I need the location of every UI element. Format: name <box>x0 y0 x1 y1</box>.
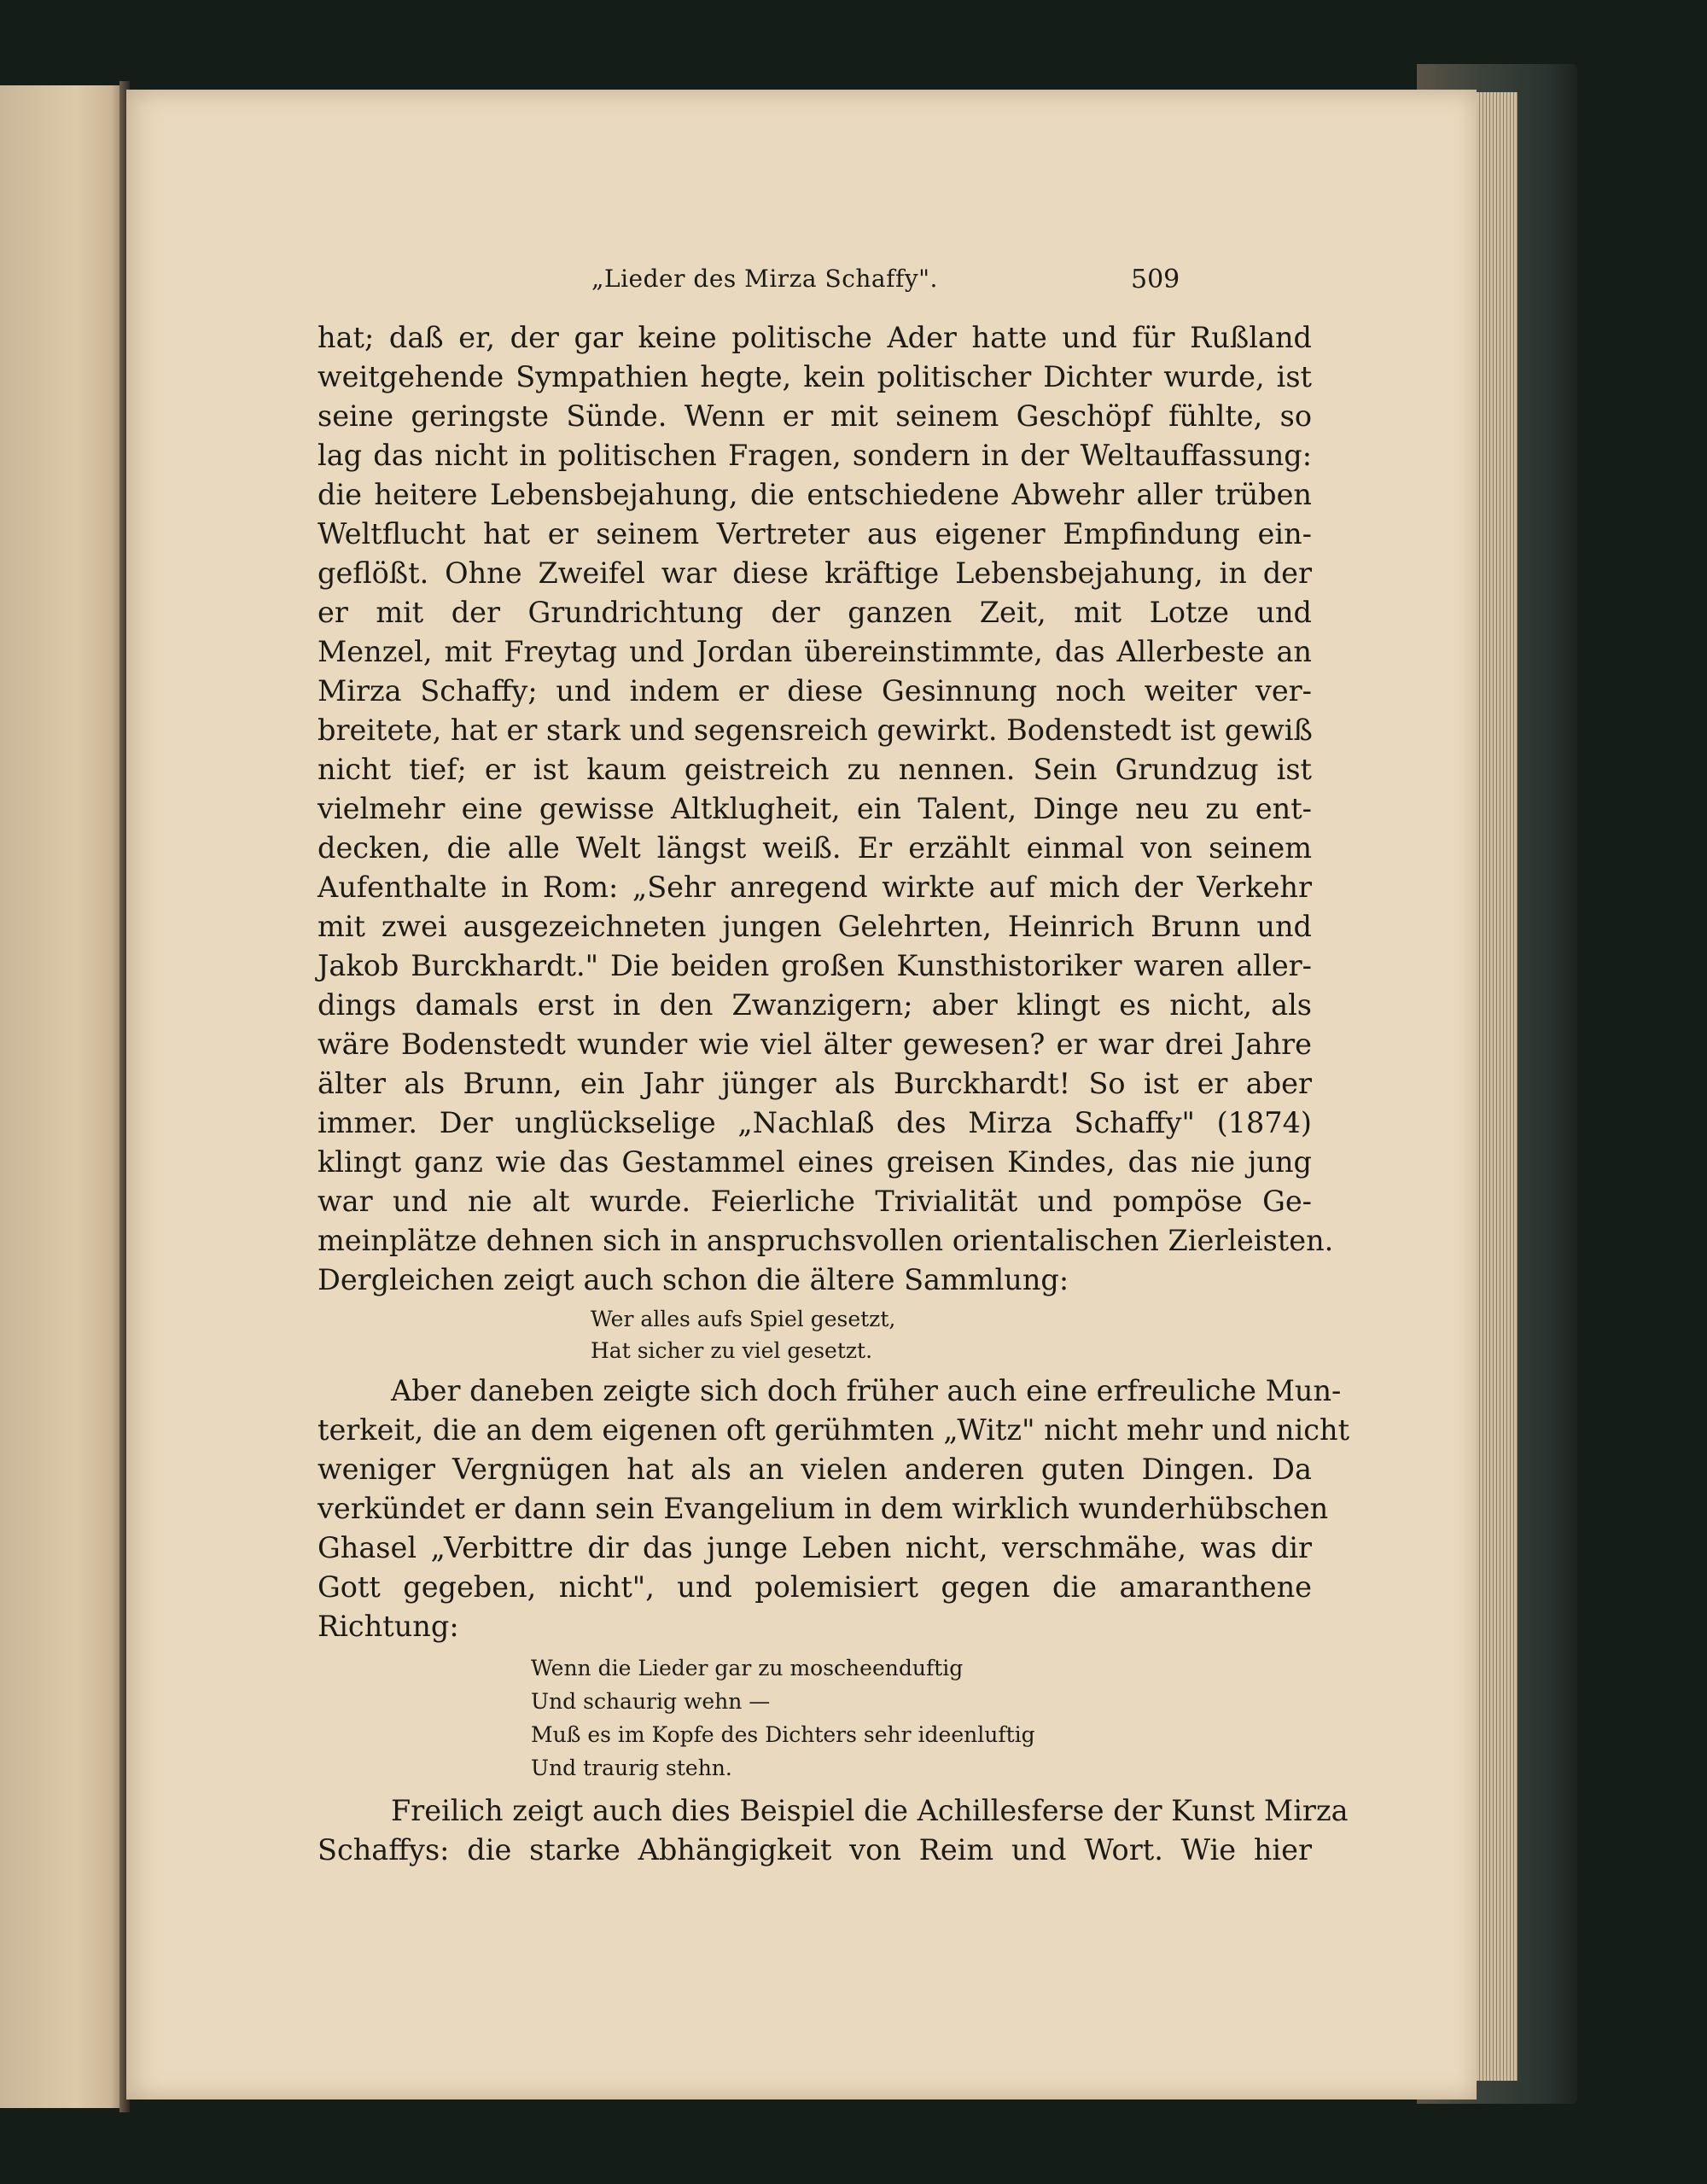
text-line: hat; daß er, der gar keine politische Ader hatte und für Rußland <box>318 321 1312 354</box>
text-line: mit zwei ausgezeichneten jungen Gelehrten, Heinrich Brunn und <box>318 910 1312 943</box>
text-line: meinplätze dehnen sich in anspruchsvollen orientalischen Zierleisten. <box>318 1224 1334 1257</box>
paragraph-3 <box>318 1791 1349 1870</box>
text-line: Weltflucht hat er seinem Vertreter aus eigener Empfindung ein- <box>318 517 1312 550</box>
text-line: Ghasel „Verbittre dir das junge Leben nicht, verschmähe, was dir <box>318 1531 1312 1564</box>
text-line: Dergleichen zeigt auch schon die ältere Sammlung: <box>318 1263 1069 1296</box>
text-line: weniger Vergnügen hat als an vielen anderen guten Dingen. Da <box>318 1453 1312 1486</box>
text-line: Menzel, mit Freytag und Jordan übereinstimmte, das Allerbeste an <box>318 635 1312 668</box>
page-body <box>318 318 1350 1870</box>
verse-line: Wenn die Lieder gar zu moscheenduftig <box>531 1656 964 1680</box>
text-line: terkeit, die an dem eigenen oft gerühmten „Witz" nicht mehr und nicht <box>318 1413 1350 1447</box>
verse-line: Hat sicher zu viel gesetzt. <box>591 1338 873 1363</box>
verse-line: Wer alles aufs Spiel gesetzt, <box>591 1307 896 1331</box>
page-header <box>126 265 1477 316</box>
text-line: vielmehr eine gewisse Altklugheit, ein Talent, Dinge neu zu ent- <box>318 792 1312 825</box>
text-line: Freilich zeigt auch dies Beispiel die Achillesferse der Kunst Mirza <box>391 1794 1349 1827</box>
text-line: klingt ganz wie das Gestammel eines greisen Kindes, das nie jung <box>318 1145 1312 1179</box>
text-line: älter als Brunn, ein Jahr jünger als Burckhardt! So ist er aber <box>318 1067 1312 1100</box>
text-line: Aber daneben zeigte sich doch früher auch eine erfreuliche Mun- <box>391 1374 1342 1407</box>
text-line: Schaffys: die starke Abhängigkeit von Reim und Wort. Wie hier <box>318 1833 1312 1867</box>
left-page-edge <box>0 85 126 2108</box>
page-number: 509 <box>1131 265 1180 294</box>
text-line: verkündet er dann sein Evangelium in dem wirklich wunderhübschen <box>318 1492 1329 1525</box>
paragraph-2 <box>318 1372 1350 1646</box>
verse-quote-1 <box>318 1303 1312 1366</box>
text-line: weitgehende Sympathien hegte, kein politischer Dichter wurde, ist <box>318 360 1312 393</box>
text-line: lag das nicht in politischen Fragen, sondern in der Weltauffassung: <box>318 439 1312 472</box>
verse-quote-2 <box>318 1651 1312 1785</box>
text-line: Gott gegeben, nicht", und polemisiert gegen die amaranthene <box>318 1570 1312 1604</box>
text-line: er mit der Grundrichtung der ganzen Zeit, mit Lotze und <box>318 596 1312 629</box>
text-line: dings damals erst in den Zwanzigern; aber klingt es nicht, als <box>318 988 1312 1022</box>
text-line: die heitere Lebensbejahung, die entschiedene Abwehr aller trüben <box>318 478 1312 511</box>
text-line: Jakob Burckhardt." Die beiden großen Kunsthistoriker waren aller- <box>318 949 1312 982</box>
text-line: wäre Bodenstedt wunder wie viel älter gewesen? er war drei Jahre <box>318 1028 1312 1061</box>
text-line: decken, die alle Welt längst weiß. Er erzählt einmal von seinem <box>318 831 1312 865</box>
text-line: Aufenthalte in Rom: „Sehr anregend wirkte auf mich der Verkehr <box>318 871 1312 904</box>
book-page <box>126 90 1477 2100</box>
text-line: seine geringste Sünde. Wenn er mit seinem Geschöpf fühlte, so <box>318 399 1312 433</box>
text-line: Richtung: <box>318 1610 459 1643</box>
text-line: nicht tief; er ist kaum geistreich zu nennen. Sein Grundzug ist <box>318 753 1312 786</box>
text-line: geflößt. Ohne Zweifel war diese kräftige Lebensbejahung, in der <box>318 556 1312 590</box>
running-title: „Lieder des Mirza Schaffy". <box>591 265 938 293</box>
verse-line: Und traurig stehn. <box>531 1756 732 1780</box>
text-line: immer. Der unglückselige „Nachlaß des Mirza Schaffy" (1874) <box>318 1106 1312 1139</box>
verse-line: Und schaurig wehn — <box>531 1689 771 1714</box>
text-line: breitete, hat er stark und segensreich gewirkt. Bodenstedt ist gewiß <box>318 713 1313 747</box>
verse-line: Muß es im Kopfe des Dichters sehr ideenluftig <box>531 1722 1035 1747</box>
text-line: Mirza Schaffy; und indem er diese Gesinnung noch weiter ver- <box>318 674 1312 708</box>
paragraph-1 <box>318 318 1334 1300</box>
text-line: war und nie alt wurde. Feierliche Trivialität und pompöse Ge- <box>318 1185 1312 1218</box>
